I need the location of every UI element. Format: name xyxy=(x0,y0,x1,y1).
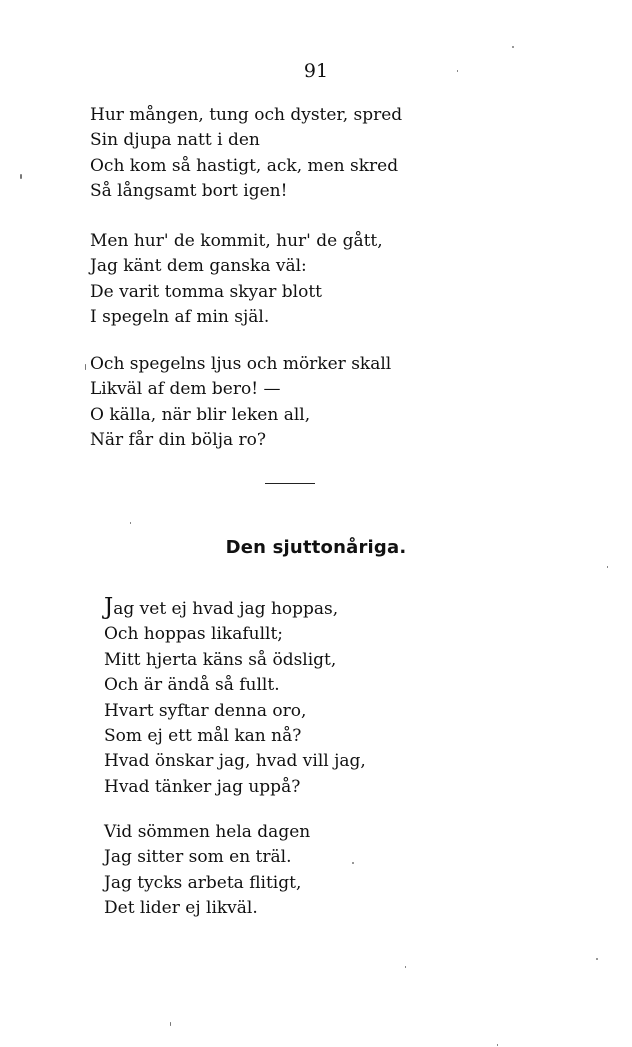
scan-speck xyxy=(405,966,406,968)
verse-line: Mitt hjerta käns så ödsligt, xyxy=(104,649,337,670)
verse-line: Likväl af dem bero! — xyxy=(90,379,281,400)
verse-line: Så långsamt bort igen! xyxy=(90,181,288,202)
verse-line-first xyxy=(104,595,366,622)
poem-stanza xyxy=(90,103,402,205)
verse-line: Det lider ej likväl. xyxy=(104,898,258,919)
verse-line: Och är ändå så fullt. xyxy=(104,675,280,696)
verse-line: De varit tomma skyar blott xyxy=(90,281,322,302)
verse-line: Hvad önskar jag, hvad vill jag, xyxy=(104,751,366,772)
scan-speck xyxy=(130,522,131,524)
verse-line: Sin djupa natt i den xyxy=(90,130,260,151)
verse-line: Som ej ett mål kan nå? xyxy=(104,726,302,747)
poem-stanza xyxy=(104,820,310,922)
page-number: 91 xyxy=(303,60,329,82)
scan-speck xyxy=(596,958,598,960)
scan-speck xyxy=(85,364,86,370)
scan-speck xyxy=(352,862,354,864)
poem-title: Den sjuttonåriga. xyxy=(225,537,407,558)
verse-line: Hvart syftar denna oro, xyxy=(104,700,307,721)
verse-line: O källa, när blir leken all, xyxy=(90,404,311,425)
verse-line: Jag känt dem ganska väl: xyxy=(90,256,307,277)
verse-line: Hur mången, tung och dyster, spred xyxy=(90,105,403,125)
verse-line: Och hoppas likafullt; xyxy=(104,624,284,645)
poem-stanza xyxy=(90,229,383,331)
scan-speck xyxy=(20,174,22,179)
verse-line-rest: ag vet ej hvad jag hoppas, xyxy=(113,599,339,619)
verse-line: Men hur' de kommit, hur' de gått, xyxy=(90,231,383,251)
poem-stanza xyxy=(90,352,391,454)
scan-speck xyxy=(170,1022,171,1026)
verse-line: Jag tycks arbeta flitigt, xyxy=(104,872,302,893)
verse-line: Och kom så hastigt, ack, men skred xyxy=(90,155,399,176)
verse-line: Och spegelns ljus och mörker skall xyxy=(90,354,392,374)
scan-speck xyxy=(607,566,608,568)
section-divider xyxy=(265,483,315,484)
verse-line: Jag sitter som en träl. xyxy=(104,847,292,868)
verse-line: När får din bölja ro? xyxy=(90,430,267,451)
scan-speck xyxy=(497,1044,498,1046)
verse-line: Vid sömmen hela dagen xyxy=(104,822,311,842)
verse-line: I spegeln af min själ. xyxy=(90,307,270,328)
poem-stanza xyxy=(104,595,366,800)
drop-initial: J xyxy=(104,594,114,620)
scan-speck xyxy=(457,70,458,72)
verse-line: Hvad tänker jag uppå? xyxy=(104,776,301,797)
scan-speck xyxy=(512,46,514,48)
